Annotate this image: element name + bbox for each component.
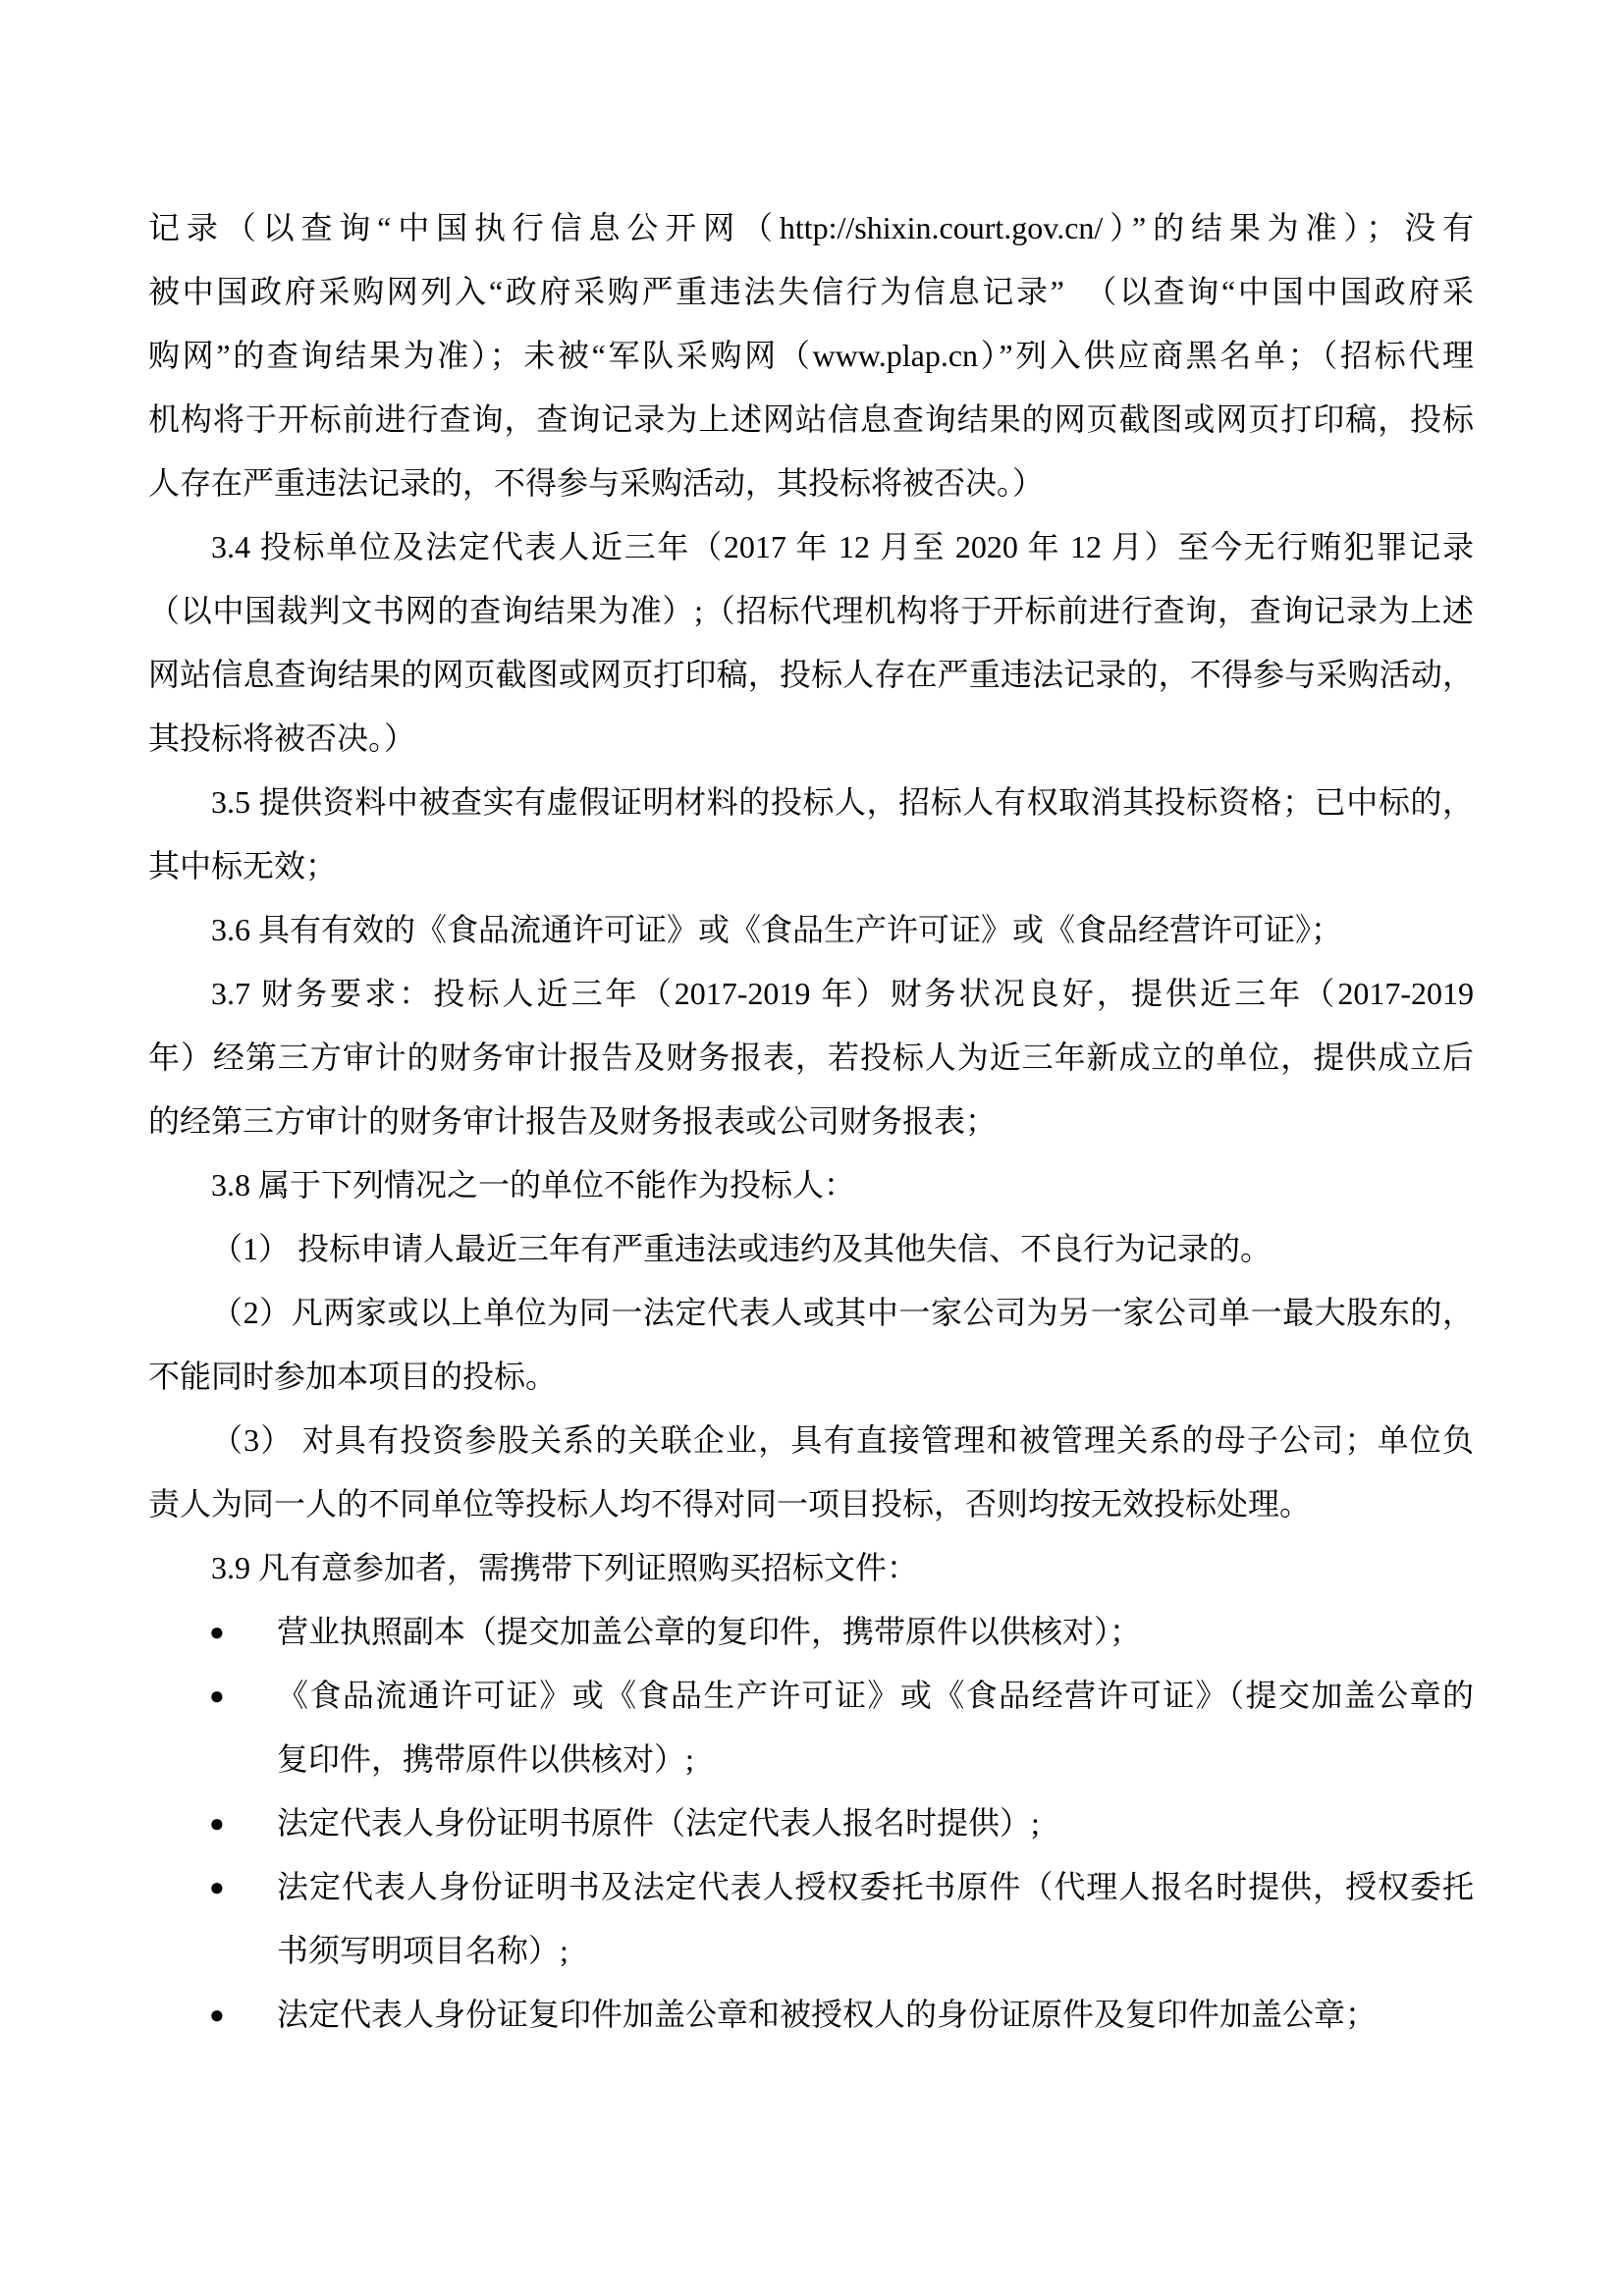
document-line-text: 书须写明项目名称）;	[277, 1933, 568, 1968]
document-line	[148, 1217, 1474, 1281]
document-line	[148, 1600, 1474, 1664]
document-line-text: （2）凡两家或以上单位为同一法定代表人或其中一家公司为另一家公司单一最大股东的，	[211, 1295, 1474, 1330]
document-line-text: 年）经第三方审计的财务审计报告及财务报表，若投标人为近三年新成立的单位，提供成立后	[148, 1040, 1474, 1075]
document-line-text: 记录（以查询“中国执行信息公开网（http://shixin.court.gov.cn/）”的结果为准）；没有	[148, 210, 1474, 245]
document-line-text: 责人为同一人的不同单位等投标人均不得对同一项目投标，否则均按无效投标处理。	[148, 1486, 1312, 1522]
document-line	[148, 196, 1474, 260]
document-line-text: 《食品流通许可证》或《食品生产许可证》或《食品经营许可证》（提交加盖公章的	[277, 1678, 1474, 1713]
document-line	[148, 324, 1474, 388]
document-line	[148, 1472, 1474, 1536]
document-line	[148, 1026, 1474, 1090]
document-line-text: 3.7 财务要求：投标人近三年（2017-2019 年）财务状况良好，提供近三年（2017-2019	[211, 976, 1474, 1011]
bullet-icon: ●	[209, 1873, 225, 1901]
document-line	[148, 1536, 1474, 1600]
document-line-text: 不能同时参加本项目的投标。	[148, 1359, 558, 1394]
document-line	[148, 388, 1474, 452]
document-line	[148, 1664, 1474, 1728]
document-line	[148, 1345, 1474, 1409]
document-line-text: 被中国政府采购网列入“政府采购严重违法失信行为信息记录” （以查询“中国中国政府采	[148, 274, 1474, 309]
document-line-text: 其中标无效；	[148, 848, 338, 883]
document-line-text: 法定代表人身份证明书及法定代表人授权委托书原件（代理人报名时提供，授权委托	[277, 1869, 1474, 1904]
document-line	[148, 1919, 1474, 1983]
bullet-icon: ●	[209, 2001, 225, 2029]
document-line	[148, 579, 1474, 643]
document-line-text: 3.8 属于下列情况之一的单位不能作为投标人：	[211, 1167, 856, 1202]
document-line-text: 3.4 投标单位及法定代表人近三年（2017 年 12 月至 2020 年 12 月）至今无行贿犯罪记录	[211, 529, 1474, 564]
document-line-text: （3） 对具有投资参股关系的关联企业，具有直接管理和被管理关系的母子公司；单位负	[211, 1422, 1474, 1458]
document-line	[148, 260, 1474, 324]
document-line	[148, 707, 1474, 771]
bullet-icon: ●	[209, 1809, 225, 1838]
document-line-text: 3.5 提供资料中被查实有虚假证明材料的投标人，招标人有权取消其投标资格；已中标的，	[211, 784, 1474, 820]
document-line-text: 购网”的查询结果为准）；未被“军队采购网（www.plap.cn）”列入供应商黑名单；（招标代理	[148, 338, 1474, 373]
document-line-text: （1） 投标申请人最近三年有严重违法或违约及其他失信、不良行为记录的。	[211, 1231, 1272, 1266]
document-line-text: 的经第三方审计的财务审计报告及财务报表或公司财务报表；	[148, 1103, 998, 1139]
document-line	[148, 898, 1474, 962]
document-line	[148, 962, 1474, 1026]
document-line	[148, 515, 1474, 579]
document-line	[148, 1728, 1474, 1791]
document-line-text: 复印件，携带原件以供核对）;	[277, 1741, 694, 1777]
document-line	[148, 1791, 1474, 1855]
document-line	[148, 452, 1474, 515]
document-line	[148, 1983, 1474, 2047]
document-line	[148, 834, 1474, 898]
document-line-text: 营业执照副本（提交加盖公章的复印件，携带原件以供核对）；	[277, 1614, 1142, 1649]
bullet-icon: ●	[209, 1682, 225, 1710]
document-line-text: 法定代表人身份证明书原件（法定代表人报名时提供）;	[277, 1805, 1040, 1841]
document-line-text: 网站信息查询结果的网页截图或网页打印稿，投标人存在严重违法记录的，不得参与采购活动，	[148, 657, 1474, 692]
document-line-text: 人存在严重违法记录的，不得参与采购活动，其投标将被否决。）	[148, 465, 1045, 501]
document-line-text: 其投标将被否决。）	[148, 721, 416, 756]
document-content	[148, 196, 1474, 2047]
document-line	[148, 1153, 1474, 1217]
document-line-text: 机构将于开标前进行查询，查询记录为上述网站信息查询结果的网页截图或网页打印稿，投标	[148, 401, 1474, 437]
document-line	[148, 1409, 1474, 1472]
document-line	[148, 1855, 1474, 1919]
document-line-text: 3.6 具有有效的《食品流通许可证》或《食品生产许可证》或《食品经营许可证》；	[211, 912, 1343, 947]
bullet-icon: ●	[209, 1618, 225, 1646]
document-line-text: 法定代表人身份证复印件加盖公章和被授权人的身份证原件及复印件加盖公章；	[277, 1997, 1378, 2032]
document-line-text: （以中国裁判文书网的查询结果为准）;（招标代理机构将于开标前进行查询，查询记录为上述	[148, 593, 1474, 628]
document-line	[148, 1281, 1474, 1345]
document-line	[148, 771, 1474, 834]
document-line	[148, 643, 1474, 707]
document-line-text: 3.9 凡有意参加者，需携带下列证照购买招标文件：	[211, 1550, 919, 1585]
document-line	[148, 1090, 1474, 1153]
